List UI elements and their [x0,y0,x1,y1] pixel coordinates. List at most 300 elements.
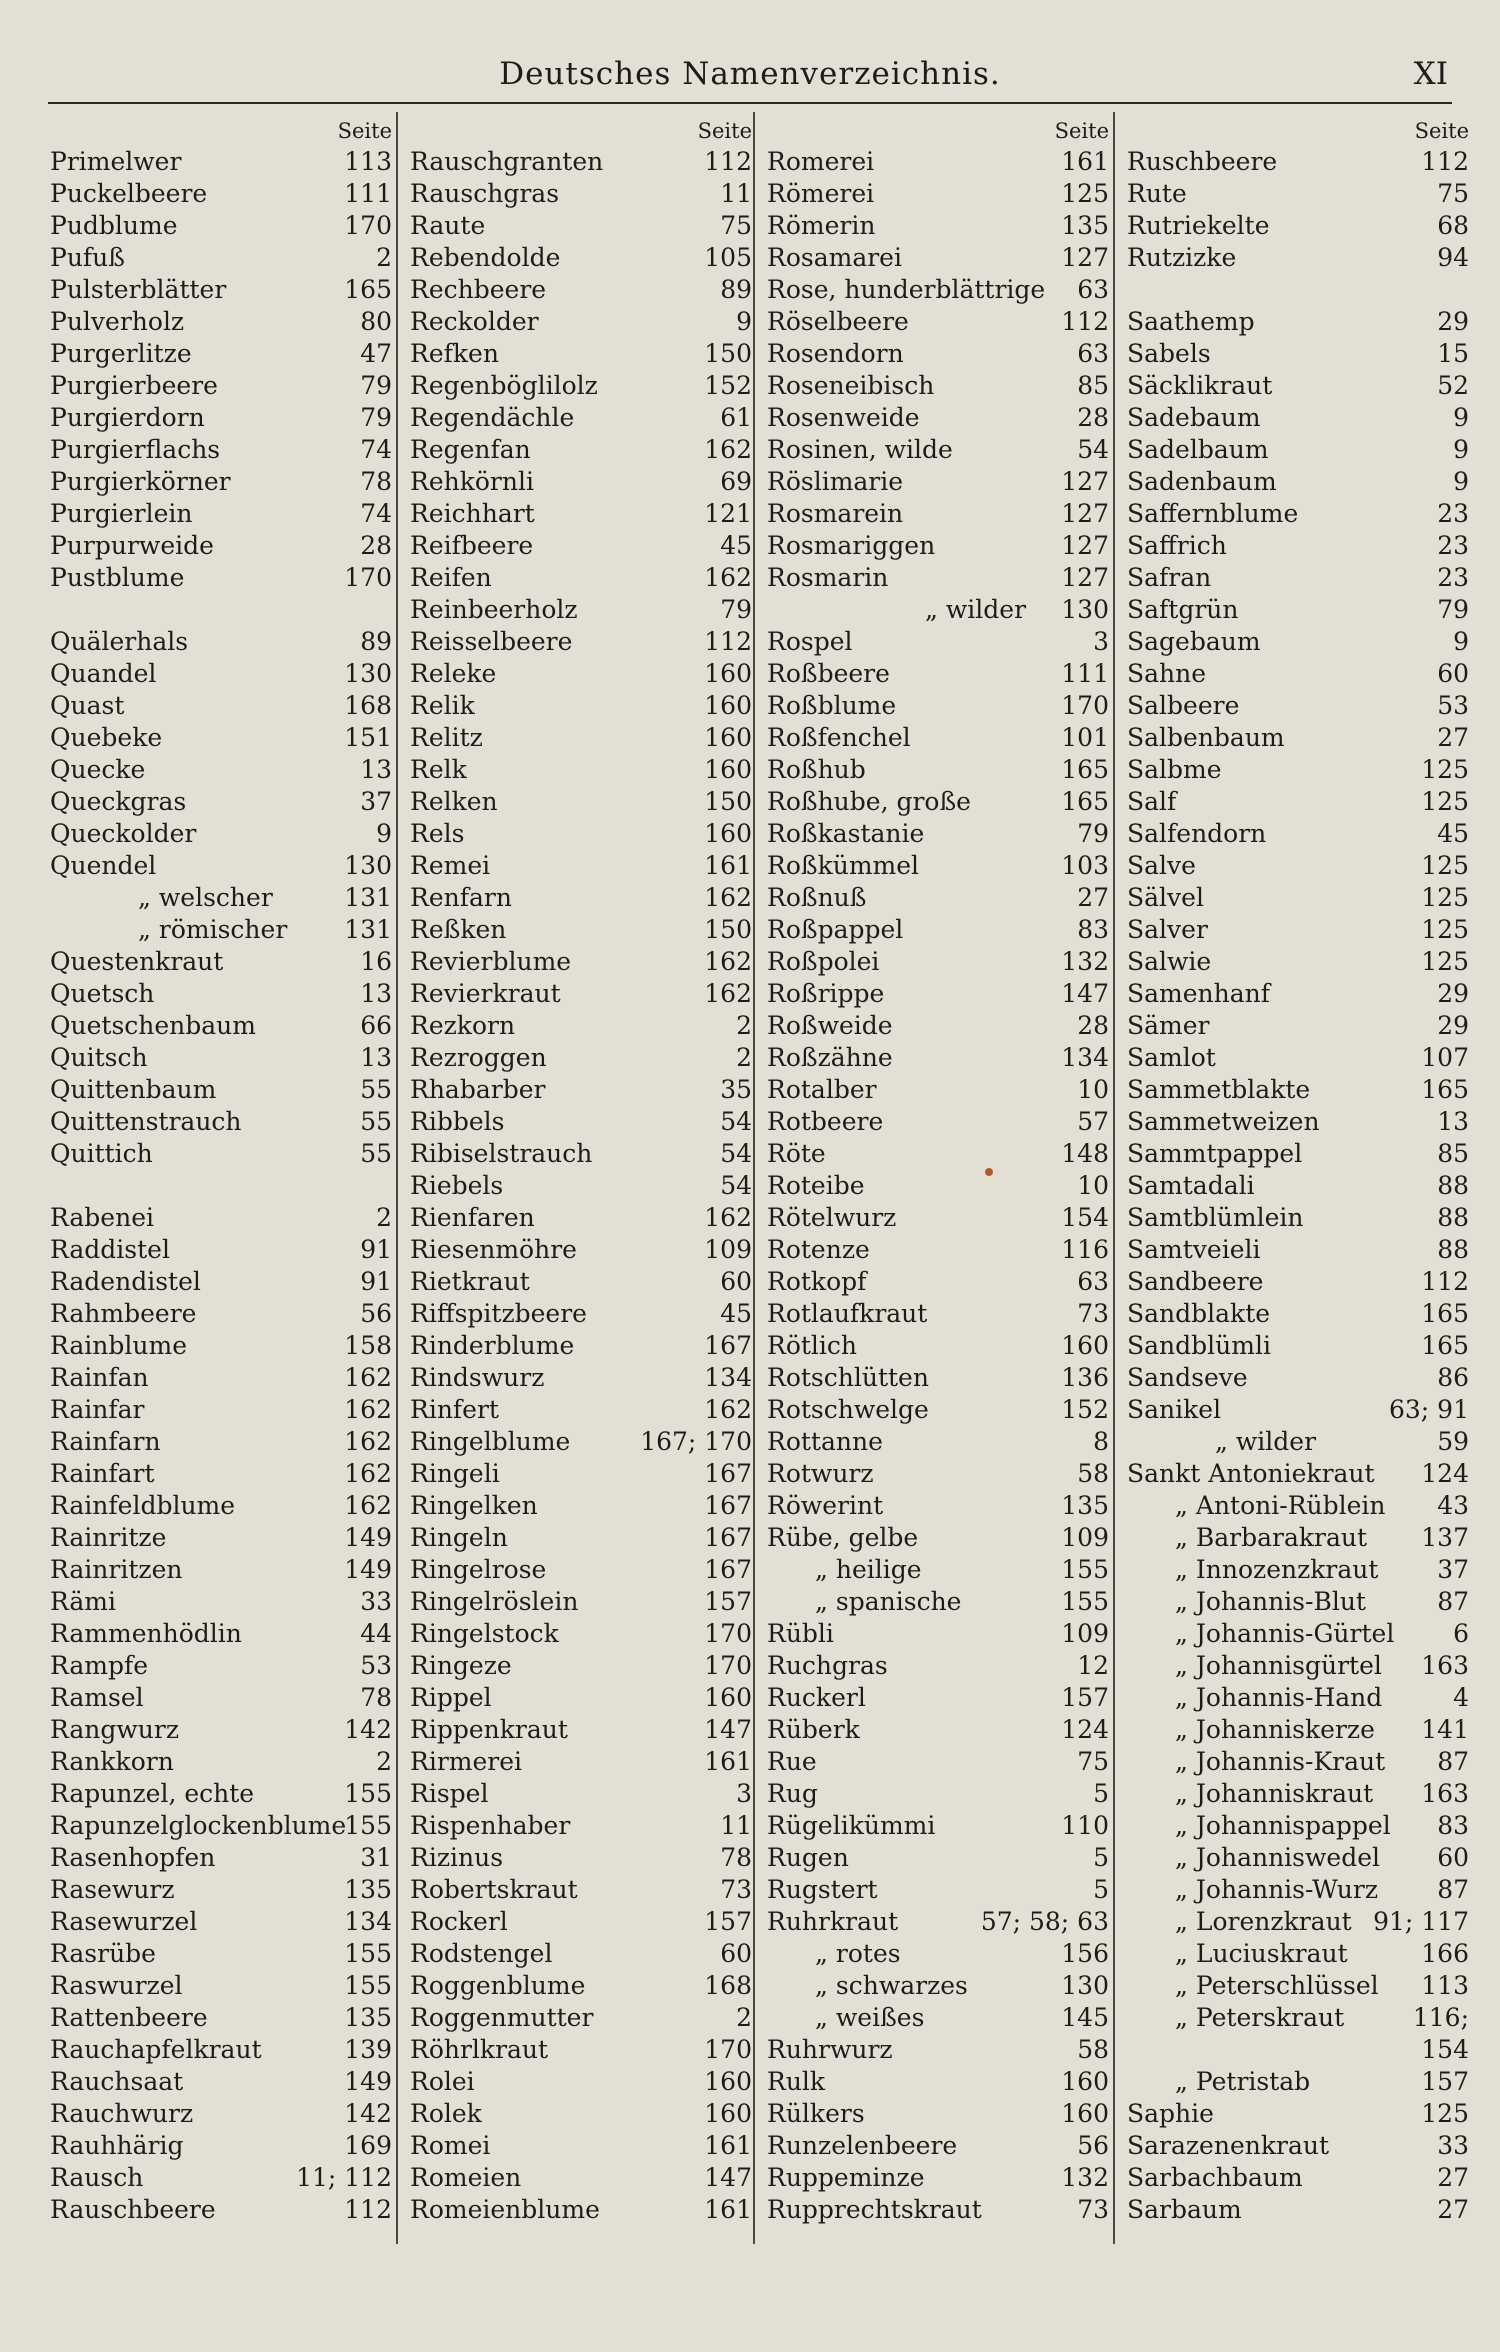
index-entry [408,2098,758,2130]
index-entry [765,786,1115,818]
entry-page: 170 [704,1651,752,1680]
entry-page: 112 [704,147,752,176]
index-entry [765,1650,1115,1682]
entry-term: Rauchsaat [50,2067,184,2096]
entry-term: „ Peterschlüssel [1175,1971,1379,2000]
index-entry [765,1010,1115,1042]
entry-page: 165 [344,275,392,304]
entry-page: 29 [1437,1011,1469,1040]
entry-term: Rauschbeere [50,2195,216,2224]
index-entry [48,754,398,786]
entry-page: 74 [360,435,392,464]
entry-page: 160 [704,1683,752,1712]
entry-term: „ Johannis-Wurz [1175,1875,1378,1904]
index-entry [765,1106,1115,1138]
entry-page: 162 [344,1363,392,1392]
entry-page: 28 [360,531,392,560]
entry-term: Ringelrose [410,1555,547,1584]
index-entry [408,146,758,178]
entry-term: „ heilige [815,1555,922,1584]
entry-term: Rausch [50,2163,144,2192]
entry-page: 142 [344,1715,392,1744]
entry-term: Röslimarie [767,467,904,496]
entry-term: Sammetweizen [1127,1107,1320,1136]
entry-page: 73 [720,1875,752,1904]
entry-page: 158 [344,1331,392,1360]
entry-page: 155 [344,1811,392,1840]
entry-page: 43 [1437,1491,1469,1520]
entry-page: 125 [1421,755,1469,784]
entry-page: 131 [344,915,392,944]
entry-term: Rugstert [767,1875,878,1904]
entry-page: 2 [376,1203,392,1232]
entry-page: 160 [704,2099,752,2128]
index-entry [765,1042,1115,1074]
index-entry [408,1490,758,1522]
index-entry [408,1138,758,1170]
index-entry [765,722,1115,754]
index-entry [48,242,398,274]
entry-page: 55 [360,1075,392,1104]
entry-term: Romeienblume [410,2195,600,2224]
entry-term: Roseneibisch [767,371,935,400]
index-entry [408,274,758,306]
entry-page: 168 [344,691,392,720]
entry-page: 157 [1421,2067,1469,2096]
entry-page: 161 [704,2195,752,2224]
index-entry [765,1298,1115,1330]
entry-term: Ringelröslein [410,1587,579,1616]
entry-term: Samenhanf [1127,979,1270,1008]
entry-term: „ Innozenzkraut [1175,1555,1379,1584]
entry-term: Rübe, gelbe [767,1523,919,1552]
index-entry [1125,1138,1475,1170]
index-entry [408,1778,758,1810]
entry-page: 162 [704,1203,752,1232]
entry-page: 85 [1437,1139,1469,1168]
entry-page: 163 [1421,1651,1469,1680]
entry-page: 5 [1093,1875,1109,1904]
entry-page: 60 [720,1267,752,1296]
index-entry [765,1618,1115,1650]
index-entry [408,2034,758,2066]
entry-page: 157 [704,1907,752,1936]
entry-term: Roßhube, große [767,787,971,816]
entry-page: 150 [704,339,752,368]
entry-term: Rainblume [50,1331,187,1360]
entry-term: Rügelikümmi [767,1811,936,1840]
index-entry [1125,1426,1475,1458]
index-entry [765,210,1115,242]
entry-page: 2 [736,2003,752,2032]
entry-page: 9 [376,819,392,848]
index-entry [1125,2034,1475,2066]
entry-page: 167 [704,1459,752,1488]
entry-page: 23 [1437,499,1469,528]
entry-page: 37 [1437,1555,1469,1584]
index-entry [48,1554,398,1586]
entry-page: 23 [1437,531,1469,560]
index-entry [48,1714,398,1746]
entry-term: Roßbeere [767,659,890,688]
entry-page: 161 [704,851,752,880]
entry-term: Rue [767,1747,817,1776]
entry-term: Raute [410,211,486,240]
entry-page: 148 [1061,1139,1109,1168]
entry-term: Relik [410,691,475,720]
entry-term: Röwerint [767,1491,884,1520]
index-entry [765,2130,1115,2162]
entry-term: Samtadali [1127,1171,1255,1200]
index-entry [48,626,398,658]
entry-page: 56 [360,1299,392,1328]
entry-page: 150 [704,787,752,816]
entry-page: 151 [344,723,392,752]
entry-term: Rotschwelge [767,1395,929,1424]
entry-page: 11 [720,179,752,208]
entry-page: 125 [1421,851,1469,880]
entry-term: „ wilder [1215,1427,1317,1456]
entry-page: 60 [1437,1843,1469,1872]
index-entry [408,722,758,754]
entry-term: Reisselbeere [410,627,573,656]
entry-page: 11 [720,1811,752,1840]
entry-page: 125 [1421,947,1469,976]
entry-page: 145 [1061,2003,1109,2032]
index-entry [408,2162,758,2194]
index-entry [48,1874,398,1906]
index-entry [1125,1106,1475,1138]
index-entry [1125,1778,1475,1810]
index-entry [408,562,758,594]
index-entry [48,274,398,306]
entry-page: 10 [1077,1171,1109,1200]
entry-term: Raddistel [50,1235,170,1264]
entry-page: 69 [720,467,752,496]
entry-page: 149 [344,1523,392,1552]
entry-page: 27 [1077,883,1109,912]
index-entry [48,1298,398,1330]
entry-term: Sadenbaum [1127,467,1277,496]
entry-term: Quitsch [50,1043,148,1072]
entry-term: Rulk [767,2067,826,2096]
index-entry [408,1586,758,1618]
index-entry [1125,882,1475,914]
index-entry [1125,2066,1475,2098]
entry-page: 9 [1453,627,1469,656]
entry-page: 162 [704,563,752,592]
index-entry [48,146,398,178]
entry-term: Sadelbaum [1127,435,1269,464]
entry-page: 166 [1421,1939,1469,1968]
index-entry [1125,1330,1475,1362]
index-entry [765,1426,1115,1458]
index-entry [1125,658,1475,690]
entry-page: 162 [344,1427,392,1456]
entry-page: 47 [360,339,392,368]
entry-term: „ Johannis-Hand [1175,1683,1383,1712]
entry-page: 162 [704,947,752,976]
entry-term: Quebeke [50,723,163,752]
entry-term: Sagebaum [1127,627,1261,656]
index-entry [408,914,758,946]
entry-term: Samlot [1127,1043,1216,1072]
entry-page: 63 [1077,339,1109,368]
entry-term: Rainfan [50,1363,149,1392]
index-entry [48,1106,398,1138]
entry-term: Quittenbaum [50,1075,217,1104]
entry-term: Quälerhals [50,627,189,656]
index-entry [48,978,398,1010]
index-entry [1125,498,1475,530]
index-entry [765,1170,1115,1202]
entry-page: 79 [720,595,752,624]
index-entry [1125,946,1475,978]
entry-page: 87 [1437,1587,1469,1616]
entry-term: Samtveieli [1127,1235,1261,1264]
index-entry [408,306,758,338]
entry-term: Rauhhärig [50,2131,184,2160]
index-entry [1125,1202,1475,1234]
entry-term: Reinbeerholz [410,595,578,624]
entry-page: 54 [1077,435,1109,464]
index-entry [1125,2130,1475,2162]
index-entry [765,370,1115,402]
entry-page: 135 [1061,211,1109,240]
index-entry [408,882,758,914]
entry-term: Purgierdorn [50,403,205,432]
entry-term: Rülkers [767,2099,865,2128]
entry-page: 170 [344,211,392,240]
entry-term: Rapunzel, echte [50,1779,255,1808]
entry-page: 45 [720,1299,752,1328]
index-entry [765,1714,1115,1746]
entry-page: 160 [1061,1331,1109,1360]
index-entry [408,690,758,722]
index-entry [1125,818,1475,850]
index-entry [408,2130,758,2162]
entry-term: Quittenstrauch [50,1107,242,1136]
index-entry [408,402,758,434]
entry-page: 124 [1421,1459,1469,1488]
entry-page: 167 [704,1491,752,1520]
entry-term: Salf [1127,787,1177,816]
entry-term: Sammetblakte [1127,1075,1311,1104]
index-entry [765,466,1115,498]
index-entry [765,274,1115,306]
entry-page: 162 [704,435,752,464]
index-entry [1125,1842,1475,1874]
index-entry [48,1394,398,1426]
entry-page: 58 [1077,1459,1109,1488]
entry-term: Roggenmutter [410,2003,594,2032]
entry-page: 73 [1077,2195,1109,2224]
index-entry [48,210,398,242]
index-entry [48,1906,398,1938]
entry-term: Saffernblume [1127,499,1299,528]
entry-term: Samtblümlein [1127,1203,1304,1232]
entry-term: Rels [410,819,465,848]
entry-page: 78 [360,1683,392,1712]
entry-page: 167 [704,1331,752,1360]
entry-term: Rute [1127,179,1187,208]
entry-page: 13 [360,755,392,784]
index-entry [48,1138,398,1170]
entry-page: 139 [344,2035,392,2064]
entry-term: Sandblümli [1127,1331,1271,1360]
entry-page: 157 [704,1587,752,1616]
entry-page: 10 [1077,1075,1109,1104]
entry-term: Rose, hunderblättrige [767,275,1046,304]
entry-term: Rangwurz [50,1715,180,1744]
index-entry [408,338,758,370]
entry-page: 75 [720,211,752,240]
entry-page: 107 [1421,1043,1469,1072]
index-entry [1125,594,1475,626]
entry-page: 13 [360,1043,392,1072]
entry-term: Ringeze [410,1651,512,1680]
entry-page: 56 [1077,2131,1109,2160]
entry-term: Riebels [410,1171,504,1200]
entry-term: Ringelstock [410,1619,559,1648]
entry-page: 112 [344,2195,392,2224]
index-entry [1125,274,1475,306]
index-entry [765,1970,1115,2002]
entry-term: Rapunzelglockenblume [50,1811,347,1840]
index-entry [408,210,758,242]
entry-term: „ Johanniskerze [1175,1715,1375,1744]
entry-page: 45 [1437,819,1469,848]
entry-page: 55 [360,1107,392,1136]
entry-page: 109 [1061,1523,1109,1552]
entry-term: Roßweide [767,1011,893,1040]
index-entry [48,2194,398,2226]
entry-term: Sanikel [1127,1395,1222,1424]
entry-page: 155 [1061,1587,1109,1616]
entry-page: 75 [1077,1747,1109,1776]
entry-term: Regenfan [410,435,531,464]
entry-term: Raswurzel [50,1971,183,2000]
entry-page: 9 [1453,467,1469,496]
entry-term: Ribbels [410,1107,505,1136]
entry-page: 125 [1421,915,1469,944]
entry-term: Rispenhaber [410,1811,571,1840]
entry-page: 9 [736,307,752,336]
entry-term: Rainfeldblume [50,1491,236,1520]
index-entry [408,850,758,882]
index-entry [1125,2162,1475,2194]
entry-term: Reckolder [410,307,539,336]
entry-term: Roßpappel [767,915,904,944]
index-entry [408,434,758,466]
index-entry [765,146,1115,178]
entry-page: 155 [344,1939,392,1968]
entry-term: Reichhart [410,499,535,528]
index-entry [48,1746,398,1778]
index-entry [48,1266,398,1298]
entry-term: Ringeln [410,1523,508,1552]
entry-page: 109 [1061,1619,1109,1648]
index-entry [1125,2098,1475,2130]
entry-term: Rienfaren [410,1203,535,1232]
entry-term: „ Luciuskraut [1175,1939,1348,1968]
entry-page: 60 [720,1939,752,1968]
entry-page: 170 [704,1619,752,1648]
entry-term: Rüberk [767,1715,860,1744]
index-entry [1125,1042,1475,1074]
entry-term: Sarbaum [1127,2195,1242,2224]
index-entry [765,1330,1115,1362]
entry-term: „ Johanniswedel [1175,1843,1380,1872]
entry-term: Reifbeere [410,531,534,560]
entry-page: 169 [344,2131,392,2160]
index-entry [765,1682,1115,1714]
index-entry [408,754,758,786]
entry-term: „ Johanniskraut [1175,1779,1374,1808]
entry-page: 165 [1421,1331,1469,1360]
entry-page: 156 [1061,1939,1109,1968]
entry-page: 154 [1061,1203,1109,1232]
index-entry [408,1042,758,1074]
entry-term: Rug [767,1779,818,1808]
index-entry [48,1682,398,1714]
entry-term: Salbme [1127,755,1222,784]
index-column-4 [1125,116,1475,2226]
entry-page: 165 [1061,755,1109,784]
entry-term: Sankt Antoniekraut [1127,1459,1375,1488]
index-entry [1125,338,1475,370]
entry-term: Rupprechtskraut [767,2195,982,2224]
entry-term: „ spanische [815,1587,962,1616]
index-entry [1125,1010,1475,1042]
entry-term: Saathemp [1127,307,1255,336]
entry-term: Runzelenbeere [767,2131,958,2160]
entry-term: „ Johannis-Blut [1175,1587,1366,1616]
index-entry [765,242,1115,274]
entry-term: Saftgrün [1127,595,1239,624]
entry-page: 52 [1437,371,1469,400]
entry-term: Quetschenbaum [50,1011,256,1040]
index-entry [765,1074,1115,1106]
entry-page: 161 [704,1747,752,1776]
index-entry [1125,146,1475,178]
index-entry [408,946,758,978]
index-entry [408,1650,758,1682]
index-entry [48,690,398,722]
entry-page: 125 [1061,179,1109,208]
entry-page: 111 [1061,659,1109,688]
entry-page: 6 [1453,1619,1469,1648]
entry-term: Röselbeere [767,307,909,336]
entry-term: Rhabarber [410,1075,546,1104]
entry-page: 37 [360,787,392,816]
index-entry [1125,1298,1475,1330]
index-entry [408,1618,758,1650]
entry-page: 73 [1077,1299,1109,1328]
index-entry [48,882,398,914]
index-entry [408,818,758,850]
entry-term: Queckolder [50,819,197,848]
entry-page: 162 [344,1491,392,1520]
index-entry [408,1394,758,1426]
entry-page: 59 [1437,1427,1469,1456]
index-entry [48,1842,398,1874]
index-entry [1125,786,1475,818]
index-entry [48,498,398,530]
entry-page: 160 [704,659,752,688]
entry-term: Remei [410,851,491,880]
entry-page: 33 [1437,2131,1469,2160]
